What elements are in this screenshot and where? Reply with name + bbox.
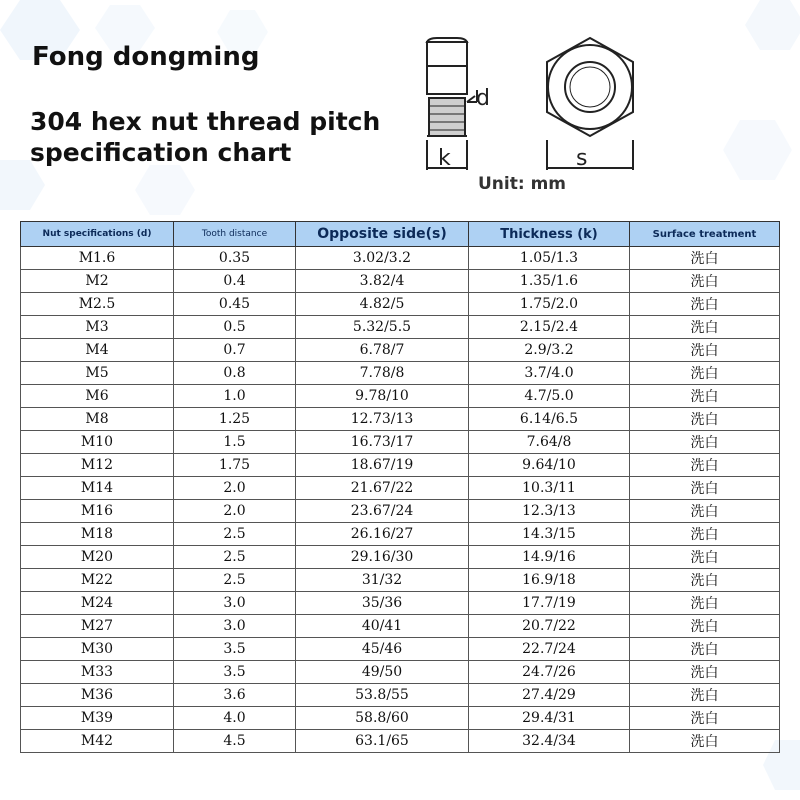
cell-thickness: 16.9/18 <box>469 569 630 592</box>
cell-surface: 洗白 <box>630 546 780 569</box>
cell-thickness: 27.4/29 <box>469 684 630 707</box>
cell-pitch: 2.5 <box>174 569 296 592</box>
width-across-flats-label: s <box>576 146 588 171</box>
cell-opposite-side: 35/36 <box>296 592 469 615</box>
table-row <box>21 385 780 408</box>
cell-thickness: 1.35/1.6 <box>469 270 630 293</box>
cell-opposite-side: 45/46 <box>296 638 469 661</box>
cell-thickness: 24.7/26 <box>469 661 630 684</box>
table-row <box>21 546 780 569</box>
table-row <box>21 362 780 385</box>
cell-spec: M16 <box>21 500 174 523</box>
cell-surface: 洗白 <box>630 569 780 592</box>
spec-table <box>20 221 780 753</box>
table-header-row <box>21 222 780 247</box>
cell-surface: 洗白 <box>630 339 780 362</box>
unit-label: Unit: mm <box>478 174 567 194</box>
cell-thickness: 17.7/19 <box>469 592 630 615</box>
cell-spec: M33 <box>21 661 174 684</box>
cell-opposite-side: 3.02/3.2 <box>296 247 469 270</box>
cell-thickness: 10.3/11 <box>469 477 630 500</box>
table-row <box>21 638 780 661</box>
cell-thickness: 14.3/15 <box>469 523 630 546</box>
column-header-nut-spec: Nut specifications (d) <box>21 222 174 247</box>
cell-opposite-side: 26.16/27 <box>296 523 469 546</box>
cell-spec: M5 <box>21 362 174 385</box>
cell-pitch: 0.7 <box>174 339 296 362</box>
cell-spec: M3 <box>21 316 174 339</box>
table-row <box>21 661 780 684</box>
table-row <box>21 684 780 707</box>
cell-opposite-side: 3.82/4 <box>296 270 469 293</box>
table-row <box>21 615 780 638</box>
cell-thickness: 20.7/22 <box>469 615 630 638</box>
cell-pitch: 1.5 <box>174 431 296 454</box>
cell-surface: 洗白 <box>630 707 780 730</box>
table-row <box>21 408 780 431</box>
cell-thickness: 32.4/34 <box>469 730 630 753</box>
cell-surface: 洗白 <box>630 408 780 431</box>
cell-opposite-side: 23.67/24 <box>296 500 469 523</box>
cell-opposite-side: 6.78/7 <box>296 339 469 362</box>
cell-pitch: 3.6 <box>174 684 296 707</box>
diameter-label: d <box>476 86 490 111</box>
cell-spec: M20 <box>21 546 174 569</box>
cell-thickness: 1.75/2.0 <box>469 293 630 316</box>
cell-surface: 洗白 <box>630 661 780 684</box>
cell-pitch: 2.5 <box>174 523 296 546</box>
table-row <box>21 523 780 546</box>
column-header-surface-treatment: Surface treatment <box>630 222 780 247</box>
cell-opposite-side: 5.32/5.5 <box>296 316 469 339</box>
page-title: 304 hex nut thread pitch specification chart <box>30 107 381 167</box>
cell-opposite-side: 21.67/22 <box>296 477 469 500</box>
cell-surface: 洗白 <box>630 523 780 546</box>
cell-opposite-side: 40/41 <box>296 615 469 638</box>
cell-surface: 洗白 <box>630 477 780 500</box>
table-row <box>21 500 780 523</box>
cell-thickness: 29.4/31 <box>469 707 630 730</box>
cell-pitch: 1.0 <box>174 385 296 408</box>
cell-opposite-side: 29.16/30 <box>296 546 469 569</box>
table-row <box>21 316 780 339</box>
column-header-opposite-side: Opposite side(s) <box>296 222 469 247</box>
cell-surface: 洗白 <box>630 362 780 385</box>
cell-surface: 洗白 <box>630 247 780 270</box>
cell-pitch: 2.0 <box>174 477 296 500</box>
cell-thickness: 2.9/3.2 <box>469 339 630 362</box>
table-row <box>21 247 780 270</box>
cell-thickness: 22.7/24 <box>469 638 630 661</box>
cell-spec: M2 <box>21 270 174 293</box>
cell-thickness: 12.3/13 <box>469 500 630 523</box>
cell-surface: 洗白 <box>630 385 780 408</box>
cell-surface: 洗白 <box>630 684 780 707</box>
cell-pitch: 4.0 <box>174 707 296 730</box>
cell-spec: M42 <box>21 730 174 753</box>
cell-pitch: 3.0 <box>174 615 296 638</box>
cell-surface: 洗白 <box>630 293 780 316</box>
cell-spec: M10 <box>21 431 174 454</box>
cell-opposite-side: 16.73/17 <box>296 431 469 454</box>
cell-pitch: 0.8 <box>174 362 296 385</box>
cell-thickness: 1.05/1.3 <box>469 247 630 270</box>
cell-opposite-side: 53.8/55 <box>296 684 469 707</box>
table-row <box>21 477 780 500</box>
cell-spec: M18 <box>21 523 174 546</box>
cell-opposite-side: 58.8/60 <box>296 707 469 730</box>
cell-spec: M14 <box>21 477 174 500</box>
cell-spec: M8 <box>21 408 174 431</box>
table-row <box>21 707 780 730</box>
cell-pitch: 4.5 <box>174 730 296 753</box>
cell-opposite-side: 63.1/65 <box>296 730 469 753</box>
cell-pitch: 0.45 <box>174 293 296 316</box>
cell-spec: M30 <box>21 638 174 661</box>
table-row <box>21 592 780 615</box>
nut-side-view <box>427 38 477 170</box>
table-row <box>21 454 780 477</box>
column-header-thickness: Thickness (k) <box>469 222 630 247</box>
cell-surface: 洗白 <box>630 500 780 523</box>
cell-spec: M1.6 <box>21 247 174 270</box>
brand-name: Fong dongming <box>32 42 260 72</box>
cell-surface: 洗白 <box>630 270 780 293</box>
cell-surface: 洗白 <box>630 638 780 661</box>
cell-pitch: 3.0 <box>174 592 296 615</box>
cell-surface: 洗白 <box>630 454 780 477</box>
cell-thickness: 2.15/2.4 <box>469 316 630 339</box>
thickness-label: k <box>438 146 451 171</box>
cell-pitch: 1.25 <box>174 408 296 431</box>
cell-pitch: 0.4 <box>174 270 296 293</box>
cell-opposite-side: 12.73/13 <box>296 408 469 431</box>
cell-opposite-side: 49/50 <box>296 661 469 684</box>
cell-thickness: 6.14/6.5 <box>469 408 630 431</box>
cell-spec: M24 <box>21 592 174 615</box>
cell-spec: M22 <box>21 569 174 592</box>
column-header-tooth-distance: Tooth distance <box>174 222 296 247</box>
cell-spec: M36 <box>21 684 174 707</box>
cell-spec: M4 <box>21 339 174 362</box>
cell-pitch: 3.5 <box>174 661 296 684</box>
cell-pitch: 2.5 <box>174 546 296 569</box>
cell-opposite-side: 18.67/19 <box>296 454 469 477</box>
cell-pitch: 0.35 <box>174 247 296 270</box>
table-row <box>21 339 780 362</box>
cell-surface: 洗白 <box>630 592 780 615</box>
cell-opposite-side: 7.78/8 <box>296 362 469 385</box>
table-row <box>21 270 780 293</box>
cell-surface: 洗白 <box>630 730 780 753</box>
cell-spec: M39 <box>21 707 174 730</box>
cell-pitch: 3.5 <box>174 638 296 661</box>
cell-spec: M6 <box>21 385 174 408</box>
cell-pitch: 1.75 <box>174 454 296 477</box>
cell-thickness: 4.7/5.0 <box>469 385 630 408</box>
cell-surface: 洗白 <box>630 615 780 638</box>
cell-pitch: 0.5 <box>174 316 296 339</box>
cell-opposite-side: 4.82/5 <box>296 293 469 316</box>
table-row <box>21 569 780 592</box>
cell-surface: 洗白 <box>630 316 780 339</box>
cell-thickness: 3.7/4.0 <box>469 362 630 385</box>
nut-front-view <box>547 38 633 170</box>
table-row <box>21 293 780 316</box>
cell-spec: M27 <box>21 615 174 638</box>
cell-thickness: 9.64/10 <box>469 454 630 477</box>
table-row <box>21 730 780 753</box>
cell-opposite-side: 9.78/10 <box>296 385 469 408</box>
cell-spec: M12 <box>21 454 174 477</box>
cell-spec: M2.5 <box>21 293 174 316</box>
cell-thickness: 7.64/8 <box>469 431 630 454</box>
cell-opposite-side: 31/32 <box>296 569 469 592</box>
cell-surface: 洗白 <box>630 431 780 454</box>
cell-pitch: 2.0 <box>174 500 296 523</box>
table-row <box>21 431 780 454</box>
cell-thickness: 14.9/16 <box>469 546 630 569</box>
